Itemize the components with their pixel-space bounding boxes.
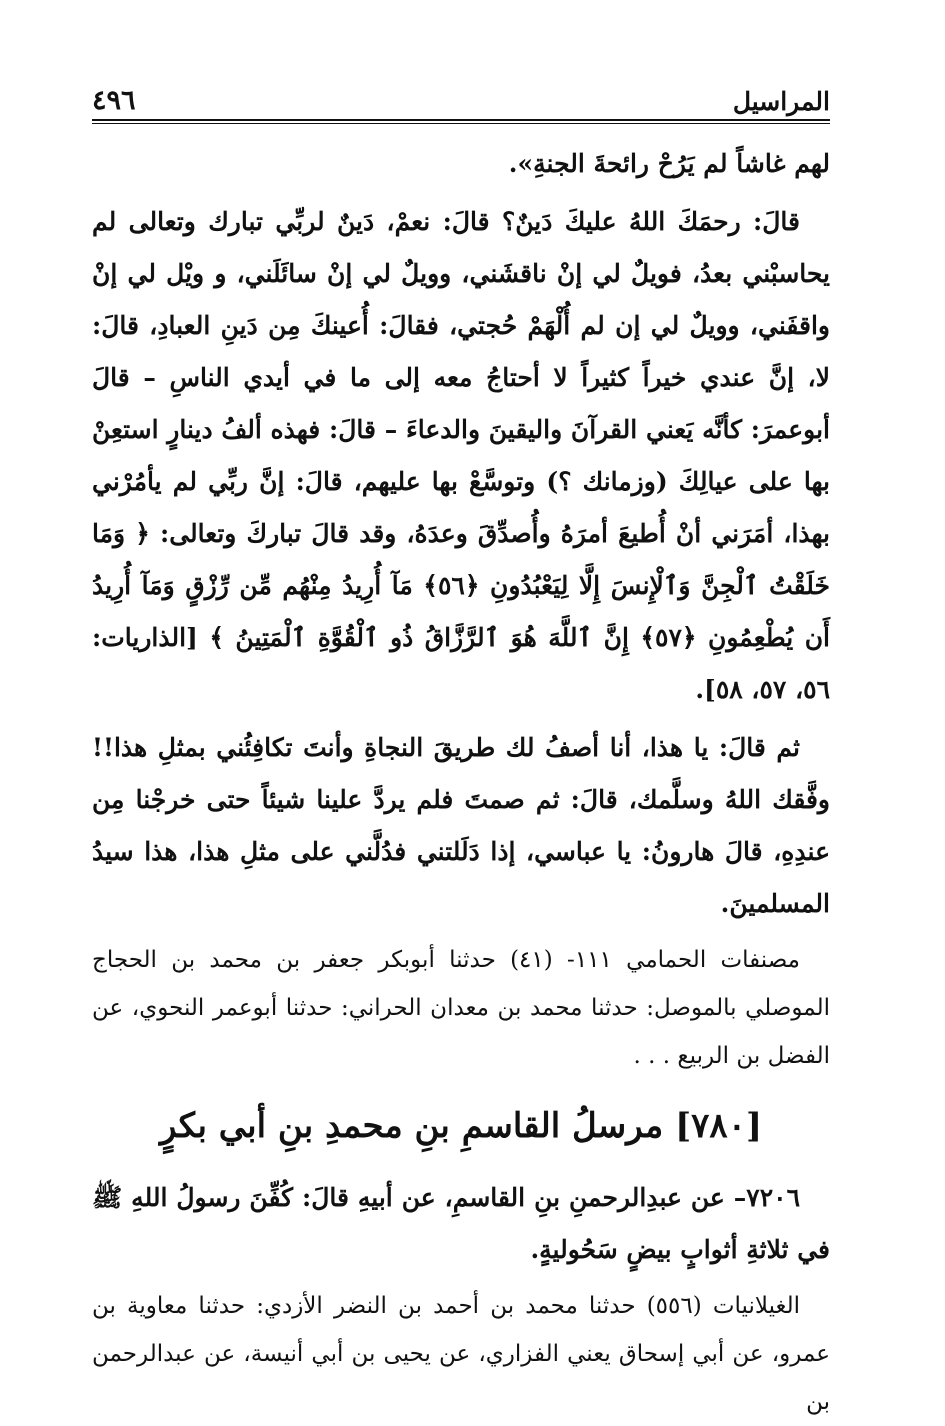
- source-citation-ghaylaniyyat: الغيلانيات (٥٥٦) حدثنا محمد بن أحمد بن النضر الأزدي: حدثنا معاوية بن عمرو، عن أبي إسحاق يعني الفزاري، عن يحيى بن أبي أنيسة، عن عبدالرحمن بن: [92, 1293, 830, 1415]
- paragraph-continuation: لهم غاشاً لم يَرُحْ رائحةَ الجنةِ».: [508, 149, 830, 178]
- running-header: [92, 78, 830, 116]
- hadith-text: ٧٢٠٦– عن عبدِالرحمنِ بنِ القاسمِ، عن أبيهِ قالَ: كُفِّنَ رسولُ اللهِ ﷺ في ثلاثةِ أثوابٍ بيضٍ سَحُوليةٍ.: [92, 1183, 830, 1264]
- paragraph-dialogue: قالَ: رحمَكَ اللهُ عليكَ دَينٌ؟ قالَ: نعمْ، دَينٌ لربِّي تبارك وتعالى لم يحاسبْني بعدُ، فويلٌ لي إنْ ناقشَني، وويلٌ لي إنْ سائَلَني، و ويْل لي إنْ واقفَني، وويلٌ لي إن لم أُلْهَمْ حُجتي، فقالَ: أُعينكَ مِن دَينِ العبادِ، قالَ: لا، إنَّ عندي خيراً كثيراً لا أحتاجُ معه إلى ما في أيدي الناسِ – قالَ أبوعمرَ: كأنَّه يَعني القرآنَ واليقينَ والدعاءَ – قالَ: فهذه ألفُ دينارٍ استعِنْ بها على عيالِكَ (وزمانك ؟) وتوسَّعْ بها عليهم، قالَ: إنَّ ربِّي لم يأمُرْني بهذا، أمَرَني أنْ أُطيعَ أمرَهُ وأُصدِّقَ وعدَهُ، وقد قالَ تباركَ وتعالى: ﴿ وَمَا خَلَقْتُ ٱلْجِنَّ وَٱلْإِنسَ إِلَّا لِيَعْبُدُونِ ﴿٥٦﴾ مَآ أُرِيدُ مِنْهُم مِّن رِّزْقٍ وَمَآ أُرِيدُ أَن يُطْعِمُونِ ﴿٥٧﴾ إِنَّ ٱللَّهَ هُوَ ٱلرَّزَّاقُ ذُو ٱلْقُوَّةِ ٱلْمَتِينُ ﴾ [الذاريات: ٥٦، ٥٧، ٥٨].: [92, 207, 830, 704]
- section-heading: [٧٨٠] مرسلُ القاسمِ بنِ محمدِ بنِ أبي بكرٍ: [159, 1106, 763, 1146]
- page-number: ٤٩٦: [92, 85, 136, 116]
- paragraph-conclusion: ثم قالَ: يا هذا، أنا أصفُ لك طريقَ النجاةِ وأنتَ تكافِئُني بمثلِ هذا!! وفَّقك اللهُ وسلَّمك، قالَ: ثم صمتَ فلم يردَّ علينا شيئاً حتى خرجْنا مِن عندِهِ، قالَ هارونُ: يا عباسي، إذا دَلَلتني فدُلَّني على مثلِ هذا، هذا سيدُ المسلمينَ.: [92, 733, 830, 918]
- book-title: المراسيل: [732, 87, 830, 116]
- header-rule: [92, 119, 830, 124]
- document-page: [92, 78, 830, 1415]
- source-citation: مصنفات الحمامي ١١١- (٤١) حدثنا أبوبكر جعفر بن محمد بن الحجاج الموصلي بالموصل: حدثنا محمد بن معدان الحراني: حدثنا أبوعمر النحوي، عن الفضل بن الربيع . . .: [92, 947, 830, 1069]
